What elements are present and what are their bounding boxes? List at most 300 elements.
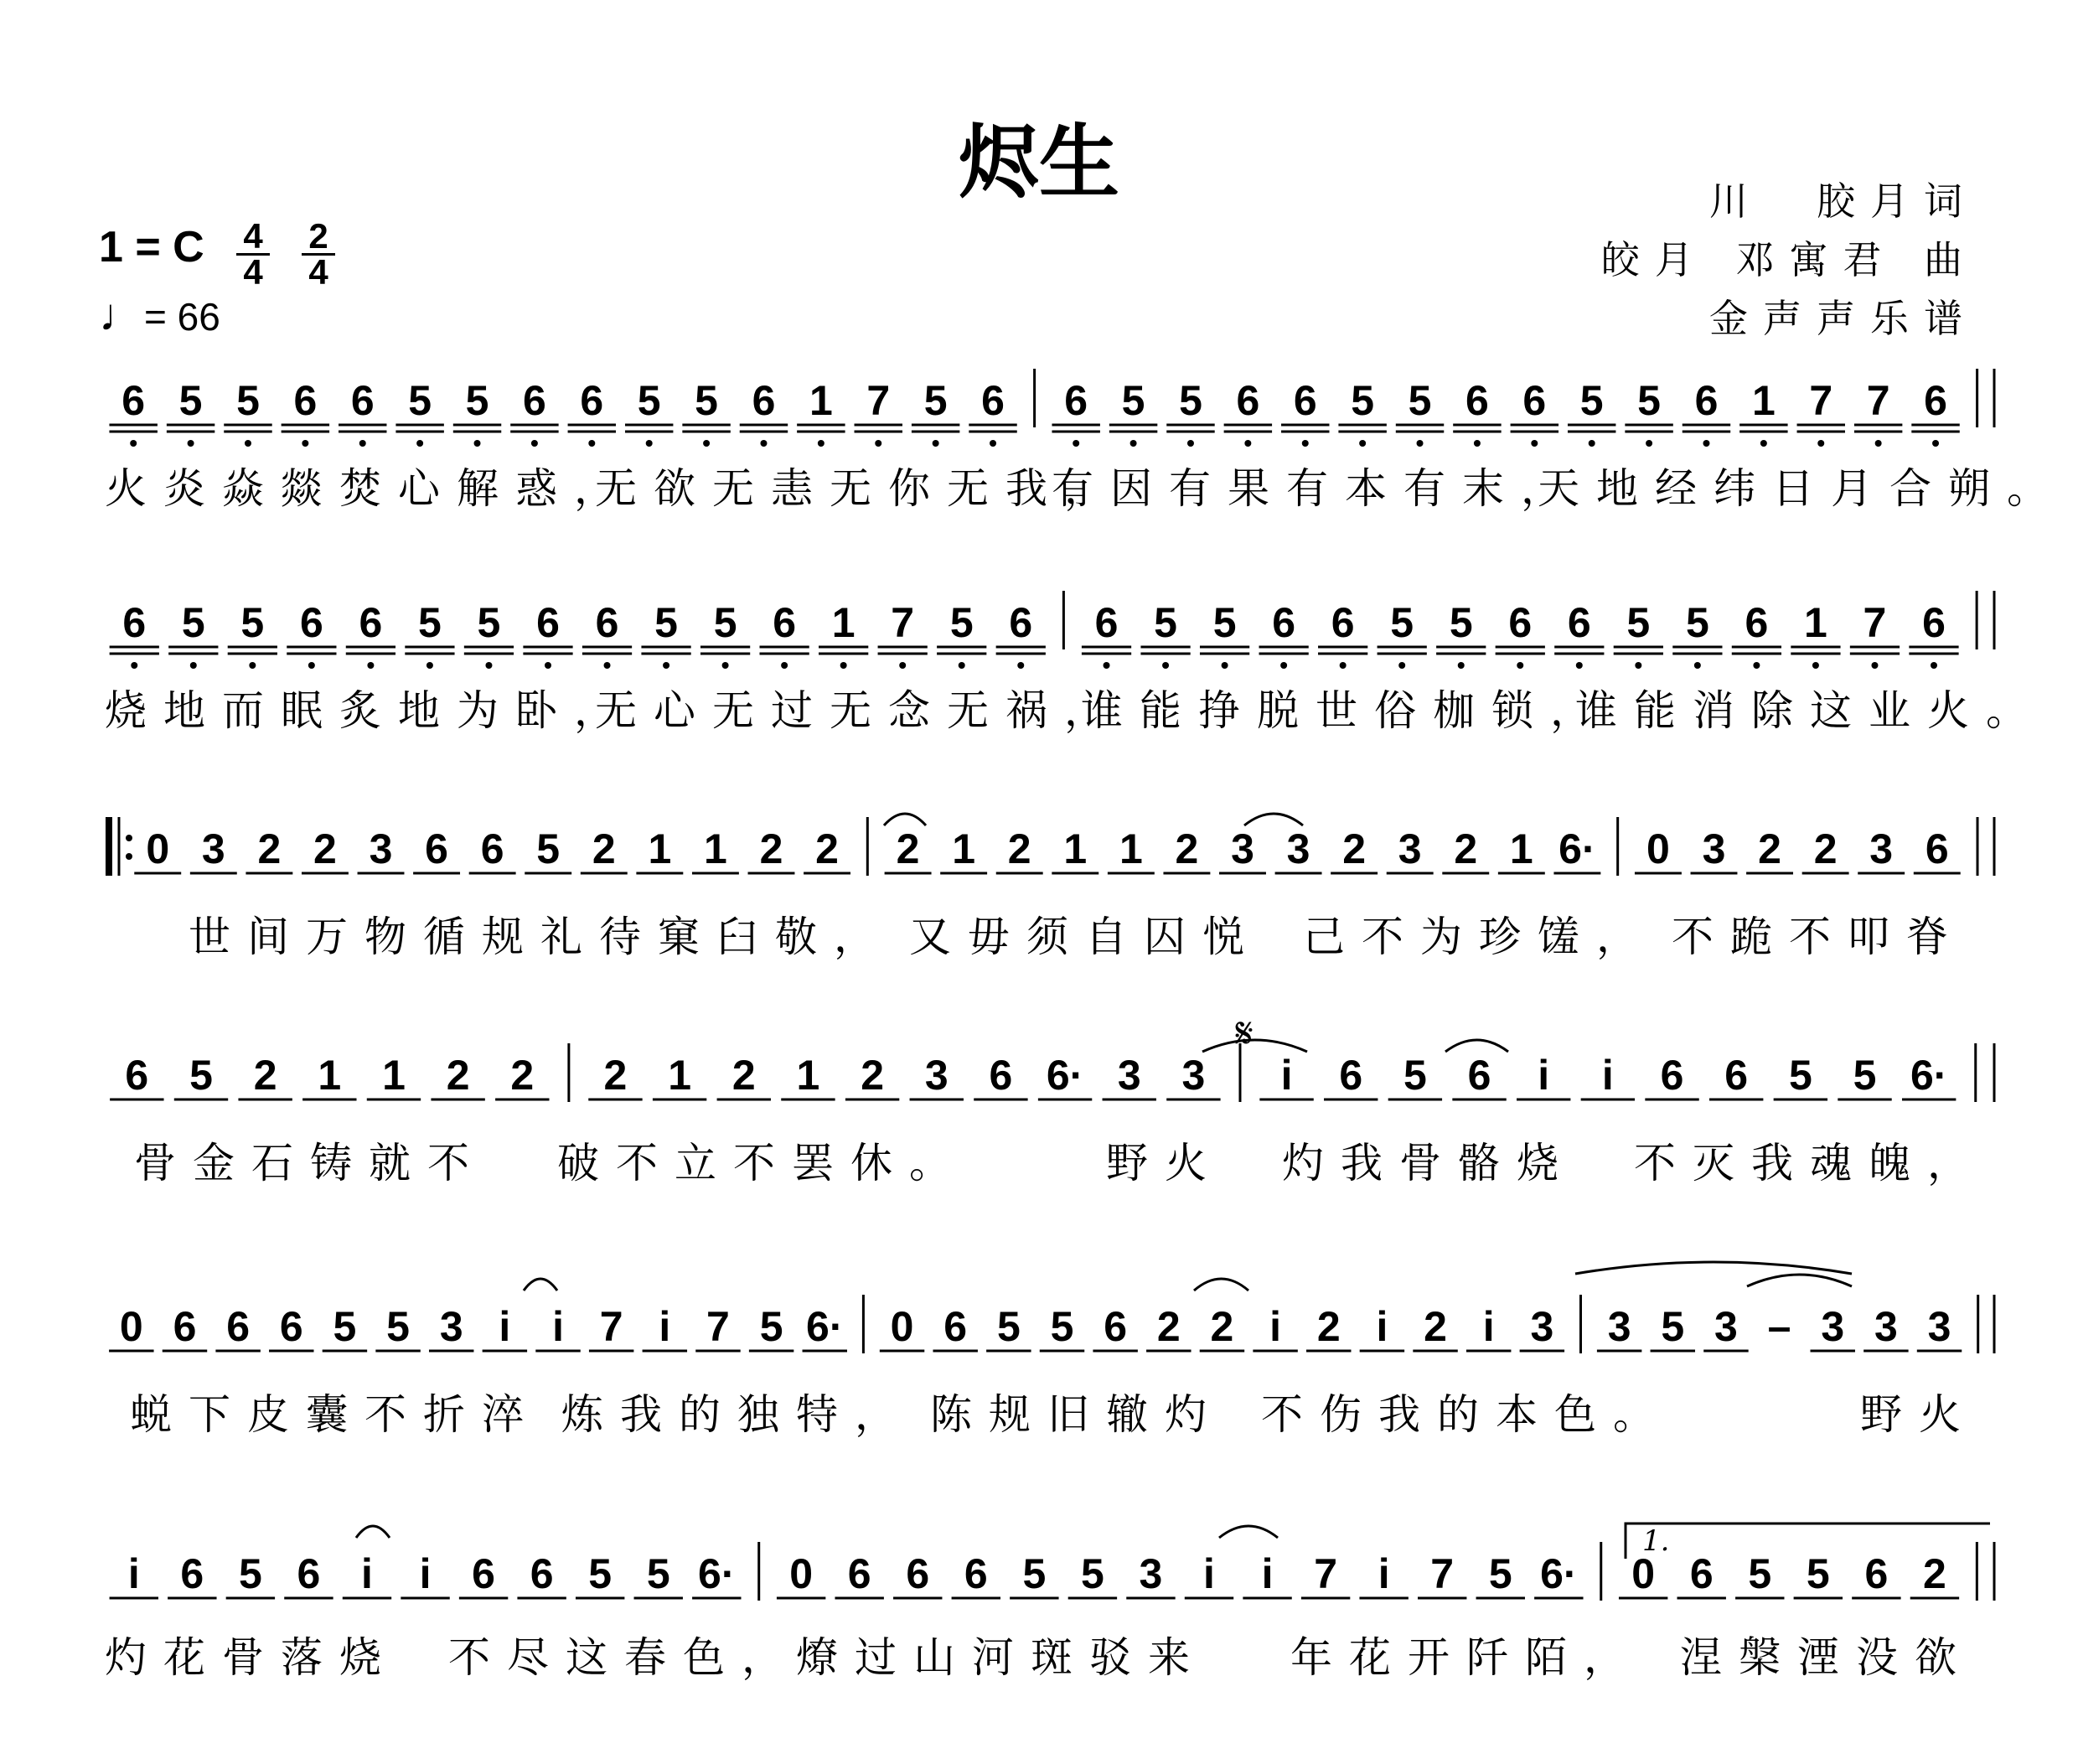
note-numeral: 0 bbox=[1646, 825, 1670, 872]
lyric-phrase: 不伤我的本色。 bbox=[1261, 1390, 1672, 1439]
note-numeral: 6 bbox=[523, 377, 546, 424]
note-numeral: 6 bbox=[359, 599, 383, 646]
note-numeral: 1 bbox=[952, 825, 976, 872]
note-numeral: 5 bbox=[1050, 1303, 1074, 1350]
low-octave-dot bbox=[1703, 440, 1709, 447]
low-octave-dot bbox=[302, 440, 308, 447]
note-numeral: 6 bbox=[180, 1550, 204, 1597]
note-numeral: 2 bbox=[1175, 825, 1199, 872]
note-numeral: 5 bbox=[189, 1052, 213, 1099]
low-octave-dot bbox=[1635, 662, 1641, 669]
low-octave-dot bbox=[1340, 662, 1347, 669]
low-octave-dot bbox=[359, 440, 366, 447]
low-octave-dot bbox=[1931, 662, 1937, 669]
note-numeral: 6 bbox=[906, 1550, 930, 1597]
note-numeral: 5 bbox=[923, 377, 948, 424]
note-numeral: 6 bbox=[530, 1550, 554, 1597]
low-octave-dot bbox=[1398, 662, 1405, 669]
low-octave-dot bbox=[1302, 440, 1309, 447]
note-numeral: 1 bbox=[796, 1052, 820, 1099]
low-octave-dot bbox=[663, 662, 669, 669]
note-numeral: 2 bbox=[313, 825, 337, 872]
note-numeral: 2 bbox=[603, 1052, 628, 1099]
low-octave-dot bbox=[1458, 662, 1465, 669]
note-numeral: 6 bbox=[847, 1550, 871, 1597]
note-numeral: i bbox=[1203, 1550, 1215, 1597]
note-numeral: 6 bbox=[122, 599, 147, 646]
low-octave-dot bbox=[722, 662, 729, 669]
note-numeral: i bbox=[1376, 1303, 1388, 1350]
note-numeral: 6 bbox=[1293, 377, 1317, 424]
note-numeral: 5 bbox=[238, 1550, 262, 1597]
note-numeral: 3 bbox=[1181, 1052, 1206, 1099]
note-numeral: 6 bbox=[536, 599, 560, 646]
slur-tie bbox=[1575, 1262, 1852, 1274]
low-octave-dot bbox=[1932, 440, 1939, 447]
slur-tie bbox=[884, 814, 926, 825]
note-numeral: i bbox=[552, 1303, 564, 1350]
lyric-phrase: 无欲无恚无你无我， bbox=[595, 464, 1123, 513]
note-numeral: 6 bbox=[1467, 1052, 1491, 1099]
lyric-phrase: 灼花骨落烧 bbox=[105, 1633, 398, 1682]
note-numeral: 6 bbox=[1864, 1550, 1889, 1597]
slur-tie bbox=[524, 1279, 557, 1291]
low-octave-dot bbox=[959, 662, 965, 669]
low-octave-dot bbox=[190, 662, 197, 669]
low-octave-dot bbox=[899, 662, 906, 669]
low-octave-dot bbox=[1576, 662, 1583, 669]
note-numeral: 5 bbox=[1579, 377, 1604, 424]
note-numeral: 2 bbox=[861, 1052, 885, 1099]
low-octave-dot bbox=[875, 440, 881, 447]
note-numeral: 5 bbox=[236, 377, 260, 424]
low-octave-dot bbox=[1875, 440, 1882, 447]
lyric-phrase: 天地经纬日月合朔。 bbox=[1538, 464, 2065, 513]
note-numeral: 5 bbox=[713, 599, 737, 646]
low-octave-dot bbox=[1017, 662, 1024, 669]
low-octave-dot bbox=[933, 440, 939, 447]
note-numeral: 2 bbox=[257, 825, 282, 872]
note-numeral: 7 bbox=[891, 599, 915, 646]
note-numeral: 6 bbox=[121, 377, 146, 424]
note-numeral: 6 bbox=[1925, 825, 1949, 872]
note-numeral: 6 bbox=[299, 599, 323, 646]
note-numeral: 6 bbox=[226, 1303, 251, 1350]
key-signature: 1 = C bbox=[99, 223, 204, 272]
note-numeral: i bbox=[499, 1303, 511, 1350]
note-numeral: 1 bbox=[318, 1052, 342, 1099]
lyric-phrase: 有因有果有本有末， bbox=[1052, 464, 1579, 513]
composer-credit: 皎月 邓寓君 曲 bbox=[1600, 237, 1977, 282]
note-numeral: 6 bbox=[1339, 1052, 1363, 1099]
note-numeral: 6 bbox=[1924, 377, 1947, 424]
low-octave-dot bbox=[416, 440, 423, 447]
note-numeral: 5 bbox=[1022, 1550, 1047, 1597]
low-octave-dot bbox=[426, 662, 433, 669]
note-numeral: 1 bbox=[668, 1052, 692, 1099]
time-sig-denominator: 4 bbox=[308, 252, 328, 292]
note-numeral: 3 bbox=[369, 825, 393, 872]
note-numeral: 5 bbox=[949, 599, 974, 646]
segno-icon: 𝄋 bbox=[1235, 1009, 1254, 1058]
note-numeral: 5 bbox=[588, 1550, 613, 1597]
note-numeral: 5 bbox=[1449, 599, 1473, 646]
note-numeral: i bbox=[419, 1550, 432, 1597]
low-octave-dot bbox=[1130, 440, 1137, 447]
note-numeral: 3 bbox=[1530, 1303, 1554, 1350]
low-octave-dot bbox=[1531, 440, 1538, 447]
low-octave-dot bbox=[1162, 662, 1169, 669]
low-octave-dot bbox=[367, 662, 374, 669]
note-numeral: 6 bbox=[350, 377, 375, 424]
note-numeral: 6· bbox=[1910, 1052, 1948, 1099]
note-numeral: 3 bbox=[1117, 1052, 1141, 1099]
note-numeral: 2 bbox=[1813, 825, 1838, 872]
note-numeral: 6 bbox=[1660, 1052, 1684, 1099]
note-numeral: 3 bbox=[201, 825, 225, 872]
note-numeral: 5 bbox=[465, 377, 489, 424]
low-octave-dot bbox=[1417, 440, 1424, 447]
note-numeral: 2 bbox=[1923, 1550, 1946, 1597]
note-numeral: 3 bbox=[439, 1303, 463, 1350]
note-numeral: 5 bbox=[996, 1303, 1021, 1350]
note-numeral: 7 bbox=[706, 1303, 730, 1350]
note-numeral: 5 bbox=[1390, 599, 1414, 646]
note-numeral: 5 bbox=[1788, 1052, 1812, 1099]
note-numeral: 6 bbox=[125, 1052, 149, 1099]
note-numeral: 2 bbox=[1454, 825, 1478, 872]
note-numeral: 2 bbox=[1342, 825, 1367, 872]
note-numeral: 7 bbox=[599, 1303, 623, 1350]
note-numeral: 5 bbox=[1154, 599, 1177, 646]
note-numeral: 5 bbox=[386, 1303, 410, 1350]
note-numeral: 6 bbox=[595, 599, 619, 646]
note-numeral: 7 bbox=[1430, 1550, 1455, 1597]
note-numeral: 5 bbox=[1661, 1303, 1685, 1350]
note-numeral: 5 bbox=[1626, 599, 1651, 646]
note-numeral: 2 bbox=[1316, 1303, 1341, 1350]
volta-number: 1. bbox=[1642, 1524, 1670, 1558]
lyric-phrase: 野火 bbox=[1860, 1390, 1977, 1439]
note-numeral: 6 bbox=[472, 1550, 495, 1597]
note-numeral: 3 bbox=[1927, 1303, 1951, 1350]
note-numeral: 7 bbox=[866, 377, 891, 424]
lyric-phrase: 谁能消除这业火。 bbox=[1575, 686, 2044, 735]
note-numeral: 3 bbox=[1607, 1303, 1631, 1350]
note-numeral: 6 bbox=[480, 825, 504, 872]
lyric-phrase: 己不为珍馐， bbox=[1303, 913, 1655, 961]
low-octave-dot bbox=[1760, 440, 1767, 447]
note-numeral: 6 bbox=[1331, 599, 1355, 646]
note-numeral: 3 bbox=[1874, 1303, 1898, 1350]
note-numeral: 3 bbox=[1286, 825, 1310, 872]
low-octave-dot bbox=[1474, 440, 1481, 447]
note-numeral: 6 bbox=[1064, 377, 1088, 424]
note-numeral: 5 bbox=[240, 599, 265, 646]
note-numeral: i bbox=[1601, 1052, 1614, 1099]
low-octave-dot bbox=[646, 440, 653, 447]
lyricist-credit: 川 胶月词 bbox=[1709, 178, 1977, 224]
note-numeral: 2 bbox=[1156, 1303, 1181, 1350]
low-octave-dot bbox=[531, 440, 538, 447]
note-numeral: i bbox=[1261, 1550, 1274, 1597]
lyric-phrase: 野火 bbox=[1106, 1139, 1223, 1187]
note-numeral: 6 bbox=[1508, 599, 1533, 646]
lyric-phrase: 世间万物循 bbox=[189, 913, 482, 961]
note-numeral: 5 bbox=[1637, 377, 1661, 424]
note-numeral: 6 bbox=[1522, 377, 1547, 424]
note-numeral: 6 bbox=[293, 377, 318, 424]
note-numeral: 6 bbox=[1689, 1550, 1714, 1597]
lyric-phrase: 谁能挣脱世俗枷锁， bbox=[1081, 686, 1609, 735]
repeat-dot bbox=[126, 853, 132, 860]
low-octave-dot bbox=[249, 662, 256, 669]
note-numeral: 7 bbox=[1866, 377, 1890, 424]
note-numeral: 6 bbox=[752, 377, 776, 424]
low-octave-dot bbox=[781, 662, 788, 669]
low-octave-dot bbox=[485, 662, 492, 669]
note-numeral: 2 bbox=[815, 825, 839, 872]
note-numeral: 6 bbox=[1272, 599, 1296, 646]
note-numeral: 0 bbox=[890, 1303, 914, 1350]
low-octave-dot bbox=[131, 662, 137, 669]
note-numeral: 6· bbox=[806, 1303, 844, 1350]
lyric-phrase: 无心无过无念无祸， bbox=[595, 686, 1123, 735]
slur-tie bbox=[1445, 1040, 1508, 1052]
repeat-dot bbox=[126, 835, 132, 841]
slur-tie bbox=[1202, 1040, 1307, 1052]
note-numeral: 6 bbox=[173, 1303, 197, 1350]
low-octave-dot bbox=[1073, 440, 1079, 447]
note-numeral: 6 bbox=[1465, 377, 1489, 424]
note-numeral: 5 bbox=[1351, 377, 1375, 424]
note-numeral: 5 bbox=[759, 1303, 783, 1350]
note-numeral: i bbox=[1482, 1303, 1495, 1350]
low-octave-dot bbox=[588, 440, 595, 447]
note-numeral: 6 bbox=[297, 1550, 321, 1597]
note-numeral: 6 bbox=[1745, 599, 1769, 646]
note-numeral: 5 bbox=[637, 377, 661, 424]
note-numeral: 6 bbox=[1104, 1303, 1128, 1350]
note-numeral: i bbox=[1378, 1550, 1390, 1597]
note-numeral: 5 bbox=[536, 825, 561, 872]
note-numeral: 1 bbox=[1509, 825, 1533, 872]
note-numeral: 5 bbox=[1685, 599, 1709, 646]
low-octave-dot bbox=[1359, 440, 1366, 447]
note-numeral: 3 bbox=[1821, 1303, 1845, 1350]
quarter-note-icon: ♩ bbox=[99, 290, 144, 340]
lyric-phrase: 不灭我魂魄， bbox=[1634, 1139, 1986, 1187]
note-numeral: 3 bbox=[1231, 825, 1254, 872]
note-numeral: 6 bbox=[1236, 377, 1260, 424]
note-numeral: i bbox=[1269, 1303, 1282, 1350]
note-numeral: 3 bbox=[924, 1052, 949, 1099]
low-octave-dot bbox=[188, 440, 194, 447]
note-numeral: 6· bbox=[1558, 825, 1596, 872]
note-numeral: 1 bbox=[809, 377, 833, 424]
note-numeral: 6 bbox=[989, 1052, 1013, 1099]
low-octave-dot bbox=[308, 662, 315, 669]
note-numeral: 3 bbox=[1702, 825, 1726, 872]
note-numeral: 5 bbox=[654, 599, 678, 646]
note-numeral: 6 bbox=[1922, 599, 1946, 646]
low-octave-dot bbox=[1222, 662, 1228, 669]
note-numeral: i bbox=[127, 1550, 140, 1597]
note-numeral: 5 bbox=[1121, 377, 1145, 424]
note-numeral: 6 bbox=[279, 1303, 303, 1350]
lyric-phrase: 燎过山河斑驳来 bbox=[796, 1633, 1207, 1682]
low-octave-dot bbox=[1517, 662, 1523, 669]
note-numeral: 5 bbox=[477, 599, 501, 646]
lyric-phrase: 不跪不叩脊 bbox=[1672, 913, 1965, 961]
note-numeral: 1 bbox=[648, 825, 672, 872]
note-numeral: 1 bbox=[1751, 377, 1776, 424]
note-numeral: 5 bbox=[1179, 377, 1202, 424]
note-numeral: 1 bbox=[831, 599, 855, 646]
note-numeral: 5 bbox=[1748, 1550, 1772, 1597]
note-numeral: 2 bbox=[1758, 825, 1781, 872]
note-numeral: 6 bbox=[1724, 1052, 1749, 1099]
note-numeral: 5 bbox=[1488, 1550, 1512, 1597]
low-octave-dot bbox=[1694, 662, 1701, 669]
note-numeral: 6 bbox=[1094, 599, 1119, 646]
lyric-phrase: 烧地而眠炙地为卧， bbox=[105, 686, 633, 735]
lyric-phrase: 不尽这春色， bbox=[448, 1633, 800, 1682]
note-numeral: 3 bbox=[1398, 825, 1422, 872]
lyric-phrase: 涅槃湮没欲 bbox=[1680, 1633, 1973, 1682]
slur-tie bbox=[1244, 814, 1303, 825]
low-octave-dot bbox=[1104, 662, 1110, 669]
tempo-value: = 66 bbox=[144, 295, 220, 339]
note-numeral: 1 bbox=[704, 825, 727, 872]
lyric-phrase: 破不立不罢休。 bbox=[557, 1139, 968, 1187]
lyric-phrase: 年花开阡陌， bbox=[1290, 1633, 1642, 1682]
note-numeral: 5 bbox=[1212, 599, 1237, 646]
low-octave-dot bbox=[1646, 440, 1652, 447]
note-numeral: 5 bbox=[695, 377, 718, 424]
time-sig-numerator: 2 bbox=[308, 216, 328, 256]
note-numeral: 6 bbox=[1694, 377, 1719, 424]
note-numeral: 2 bbox=[1210, 1303, 1234, 1350]
slur-tie bbox=[1219, 1526, 1278, 1538]
note-numeral: 1 bbox=[1119, 825, 1143, 872]
low-octave-dot bbox=[760, 440, 767, 447]
note-numeral: i bbox=[361, 1550, 373, 1597]
low-octave-dot bbox=[840, 662, 847, 669]
note-numeral: 2 bbox=[1424, 1303, 1447, 1350]
note-numeral: 5 bbox=[1080, 1550, 1104, 1597]
note-numeral: – bbox=[1767, 1303, 1791, 1350]
note-numeral: 7 bbox=[1809, 377, 1833, 424]
low-octave-dot bbox=[1280, 662, 1287, 669]
low-octave-dot bbox=[604, 662, 611, 669]
note-numeral: 6 bbox=[1009, 599, 1033, 646]
slur-tie bbox=[356, 1526, 390, 1538]
note-numeral: 6· bbox=[1540, 1550, 1578, 1597]
low-octave-dot bbox=[1589, 440, 1595, 447]
note-numeral: 0 bbox=[1631, 1550, 1656, 1597]
note-numeral: 0 bbox=[119, 1303, 143, 1350]
note-numeral: 5 bbox=[646, 1550, 670, 1597]
note-numeral: 2 bbox=[731, 1052, 756, 1099]
note-numeral: 5 bbox=[1806, 1550, 1830, 1597]
note-numeral: 5 bbox=[181, 599, 205, 646]
slur-tie bbox=[1194, 1279, 1248, 1291]
slur-tie bbox=[1747, 1275, 1852, 1286]
lyric-phrase: 火炎焱燚焚心解惑， bbox=[105, 464, 633, 513]
note-numeral: 3 bbox=[1869, 825, 1894, 872]
note-numeral: 5 bbox=[408, 377, 432, 424]
note-numeral: 5 bbox=[178, 377, 203, 424]
lyric-phrase: 又毋须自囚悦 bbox=[909, 913, 1261, 961]
note-numeral: i bbox=[659, 1303, 671, 1350]
time-sig-numerator: 4 bbox=[243, 216, 263, 256]
note-numeral: i bbox=[1538, 1052, 1550, 1099]
note-numeral: 3 bbox=[1714, 1303, 1738, 1350]
note-numeral: 6 bbox=[943, 1303, 968, 1350]
lyric-phrase: 骨金石铸就不 bbox=[134, 1139, 486, 1187]
note-numeral: 2 bbox=[253, 1052, 277, 1099]
time-sig-denominator: 4 bbox=[243, 252, 263, 292]
note-numeral: i bbox=[1280, 1052, 1293, 1099]
note-numeral: 3 bbox=[1139, 1550, 1163, 1597]
note-numeral: 1 bbox=[382, 1052, 406, 1099]
note-numeral: 7 bbox=[1314, 1550, 1338, 1597]
note-numeral: 6 bbox=[425, 825, 448, 872]
note-numeral: 6· bbox=[698, 1550, 736, 1597]
note-numeral: 6 bbox=[1567, 599, 1591, 646]
low-octave-dot bbox=[1753, 662, 1760, 669]
note-numeral: 2 bbox=[759, 825, 783, 872]
note-numeral: 5 bbox=[333, 1303, 357, 1350]
low-octave-dot bbox=[703, 440, 710, 447]
lyric-phrase: 炼我的独特， bbox=[561, 1390, 913, 1439]
low-octave-dot bbox=[474, 440, 481, 447]
transcriber-credit: 金声声乐谱 bbox=[1709, 296, 1977, 341]
low-octave-dot bbox=[818, 440, 824, 447]
note-numeral: 6 bbox=[773, 599, 797, 646]
note-numeral: 2 bbox=[446, 1052, 470, 1099]
low-octave-dot bbox=[245, 440, 251, 447]
note-numeral: 2 bbox=[510, 1052, 535, 1099]
note-numeral: 0 bbox=[789, 1550, 814, 1597]
note-numeral: 2 bbox=[592, 825, 616, 872]
low-octave-dot bbox=[130, 440, 137, 447]
note-numeral: 0 bbox=[146, 825, 170, 872]
note-numeral: 6 bbox=[964, 1550, 988, 1597]
note-numeral: 5 bbox=[418, 599, 442, 646]
low-octave-dot bbox=[1871, 662, 1878, 669]
page-title: 烬生 bbox=[959, 116, 1119, 210]
low-octave-dot bbox=[1812, 662, 1819, 669]
note-numeral: 2 bbox=[1007, 825, 1031, 872]
note-numeral: 7 bbox=[1863, 599, 1887, 646]
note-numeral: 1 bbox=[1804, 599, 1827, 646]
note-numeral: 5 bbox=[1408, 377, 1432, 424]
low-octave-dot bbox=[545, 662, 551, 669]
low-octave-dot bbox=[990, 440, 996, 447]
lyric-phrase: 陈规旧辙灼 bbox=[930, 1390, 1223, 1439]
low-octave-dot bbox=[1817, 440, 1824, 447]
note-numeral: 6· bbox=[1046, 1052, 1084, 1099]
lyric-phrase: 规礼待窠臼敬， bbox=[482, 913, 892, 961]
note-numeral: 5 bbox=[1853, 1052, 1877, 1099]
lyric-phrase: 蜕下皮囊不折淬 bbox=[130, 1390, 540, 1439]
note-numeral: 1 bbox=[1063, 825, 1088, 872]
lyric-phrase: 灼我骨骼烧 bbox=[1282, 1139, 1575, 1187]
note-numeral: 5 bbox=[1403, 1052, 1427, 1099]
note-numeral: 6 bbox=[981, 377, 1005, 424]
